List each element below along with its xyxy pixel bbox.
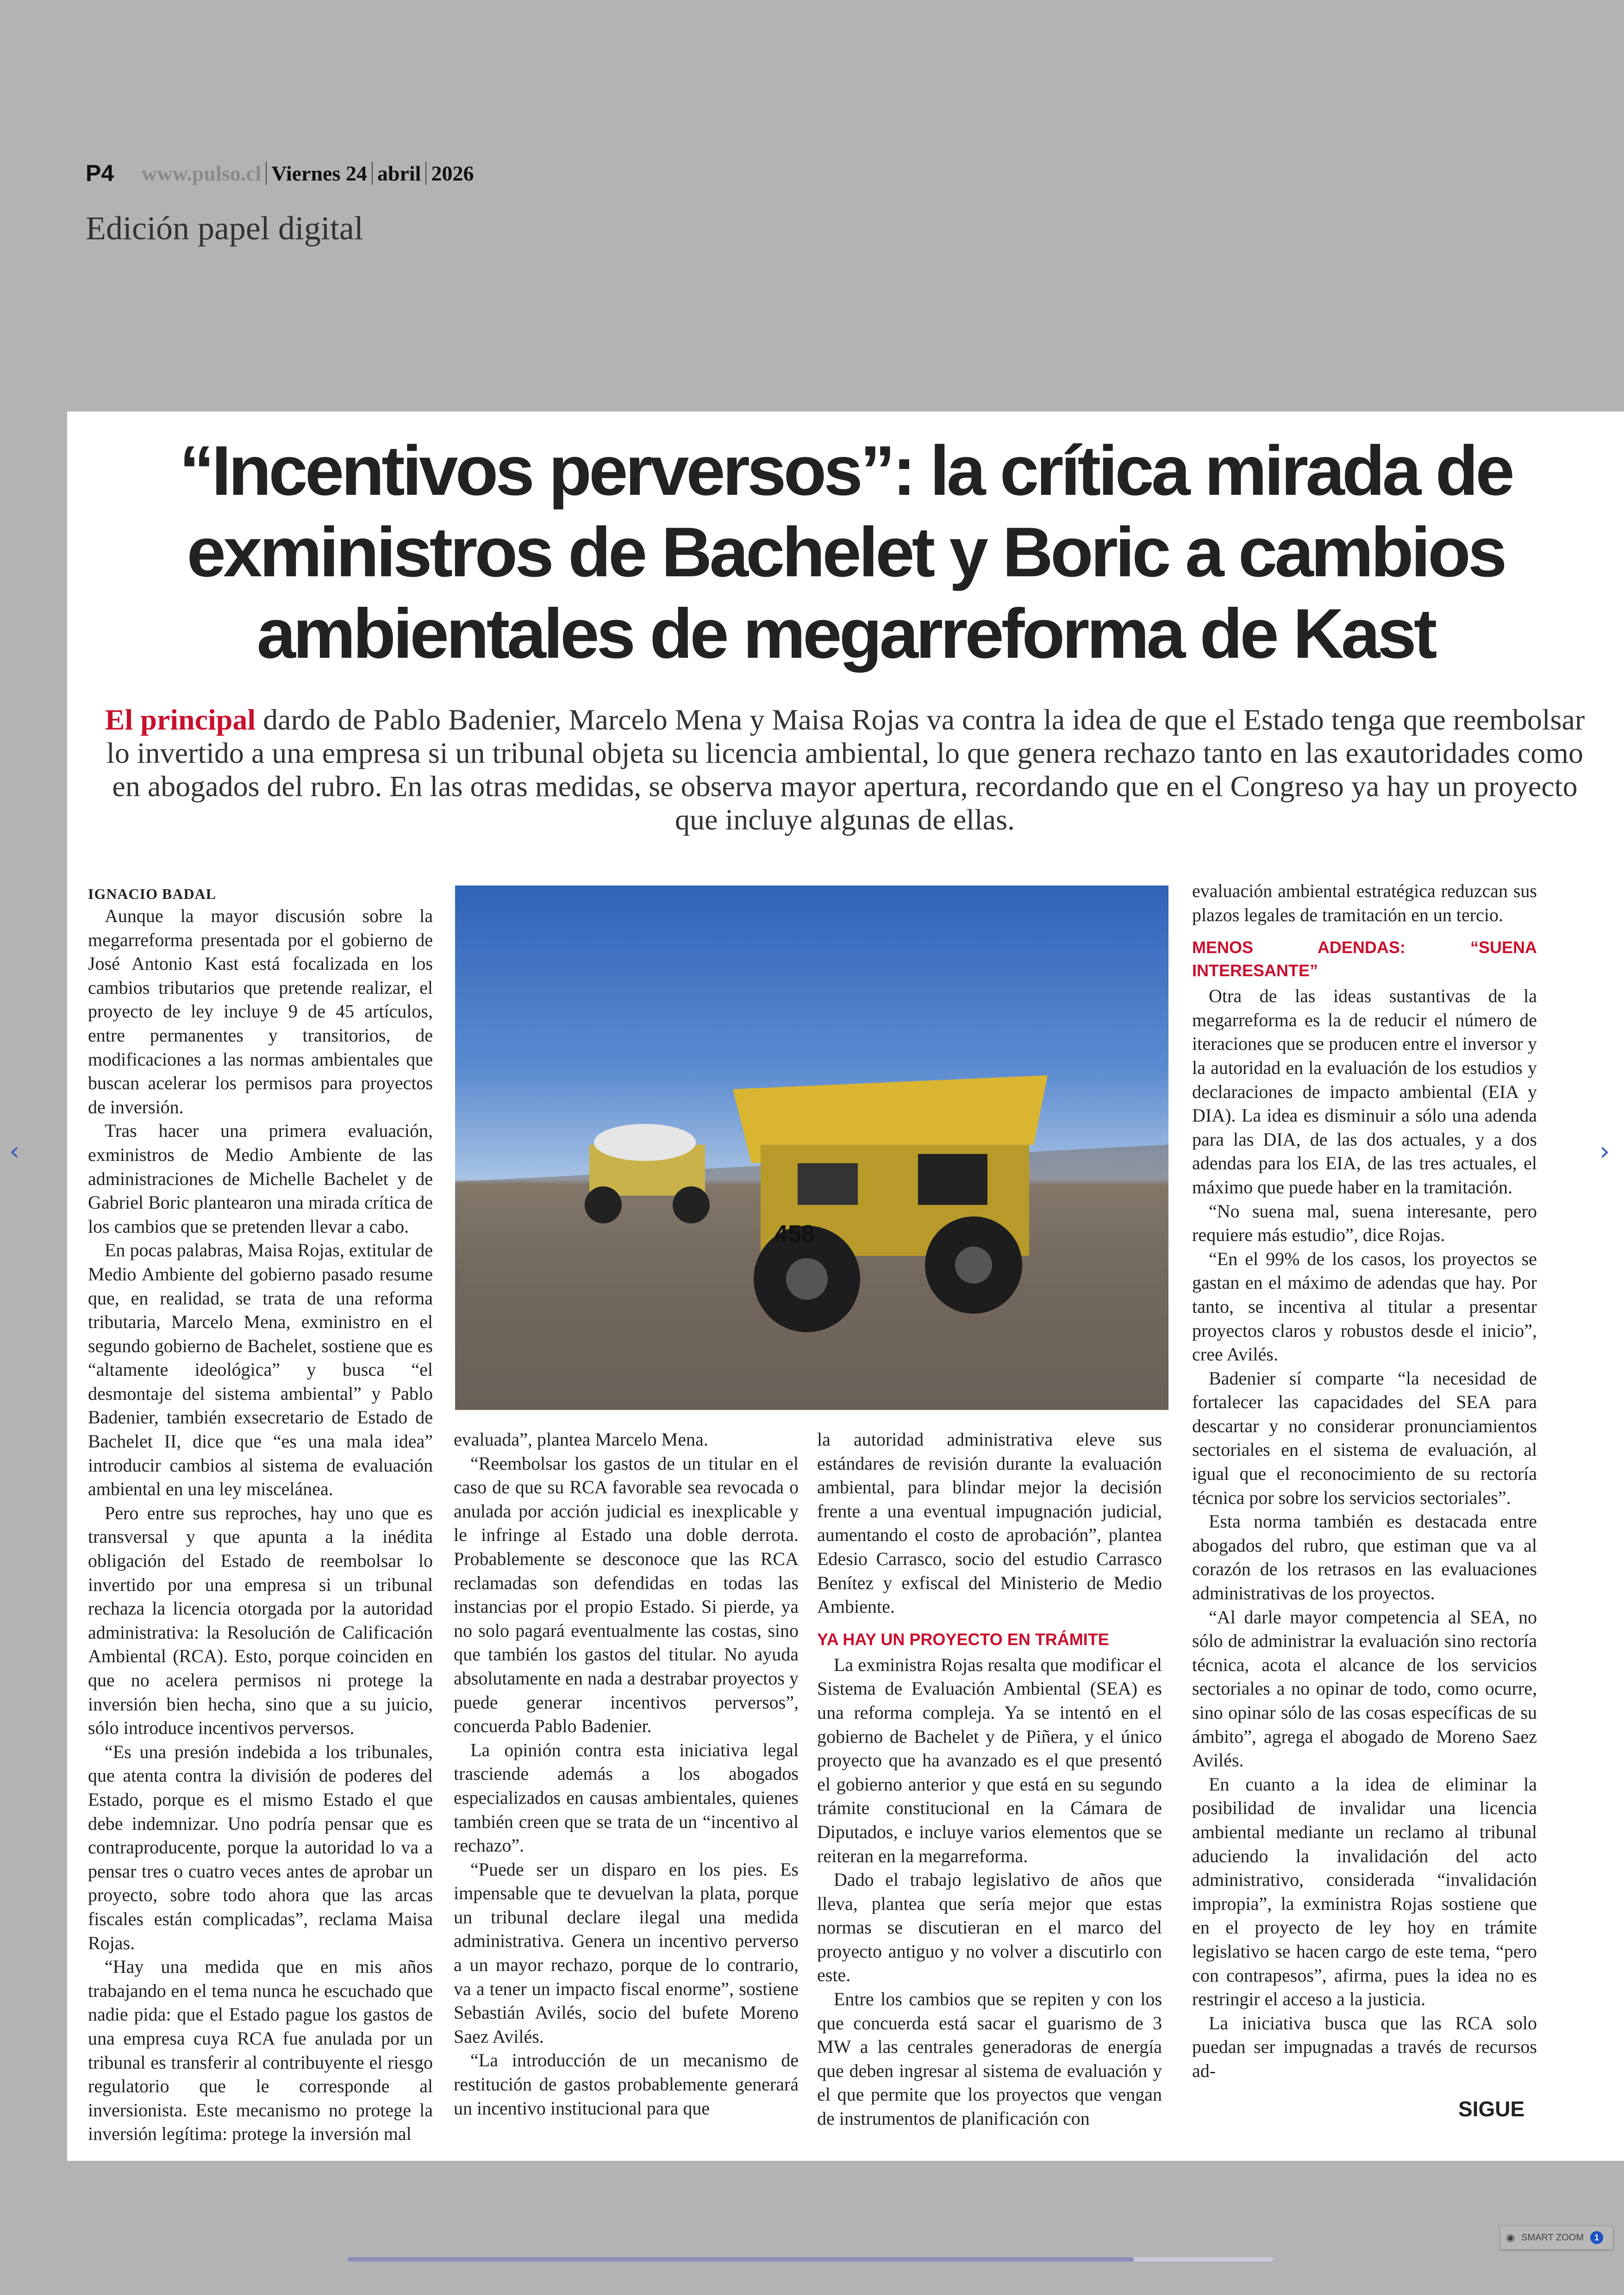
progress-fill [347,2257,1134,2262]
edition-label: Edición papel digital [86,210,363,247]
chevron-right-icon[interactable]: › [1599,1136,1610,1166]
page-header [86,160,474,187]
paragraph: “Puede ser un disparo en los pies. Es impensable que te devuelvan la plata, porque un tribunal declare ilegal una medida administrativa. Genera un incentivo perverso a un mayor rechazo, porque de lo contrario, va a tener un impacto fiscal enorme”, sostiene Sebastián Avilés, socio del bufete Moreno Saez Avilés. [454,1858,799,2047]
column-4 [1192,879,1537,2083]
paragraph: Esta norma también es destacada entre abogados del rubro, que estiman que va al corazón de los retrasos en las evaluaciones administrativas de los proyectos. [1192,1511,1537,1604]
paragraph: “Es una presión indebida a los tribunales, que atenta contra la división de poderes del Estado, porque es el mismo Estado el que debe indemnizar. Uno podría pensar que es contraproducente, porque la autoridad lo va a pensar tres o cuatro veces antes de aprobar un proyecto, sobre todo ahora que las arcas fiscales están complicadas”, reclama Maisa Rojas. [88,1741,433,1953]
mining-truck-photo [455,886,1168,1410]
photo-illustration [455,886,1168,1410]
paragraph: Badenier sí comparte “la necesidad de fortalecer las capacidades del SEA para descartar y no considerar pronunciamientos sectoriales en el sistema de evaluación, al igual que el reconocimiento de su rectoría técnica por sobre los servicios sectoriales”. [1192,1367,1537,1508]
paragraph: “Hay una medida que en mis años trabajando en el tema nunca he escuchado que nadie pida: que el Estado pague los gastos de una empresa cuya RCA fue anulada por un tribunal es transferir al contribuyente el riesgo regulatorio que le corresponde al inversionista. Este mecanismo no protege la inversión legítima: protege la inversión mal [88,1956,433,2145]
paragraph: Tras hacer una primera evaluación, exministros de Medio Ambiente de las administraciones de Michelle Bachelet y de Gabriel Boric plantearon una mirada crítica de los cambios que se pretenden llevar a cabo. [88,1120,433,1237]
date-year: 2026 [431,161,474,185]
paragraph: La opinión contra esta iniciativa legal trasciende además a los abogados especializados en causas ambientales, quienes también creen que se trata de un “incentivo al rechazo”. [454,1739,799,1856]
smart-zoom-count: 1 [1590,2231,1603,2244]
date-month: abril [377,161,421,185]
deck-lead: El principal [105,703,256,736]
paragraph: “Al darle mayor competencia al SEA, no sólo de administrar la evaluación sino rectoría técnica, acota el alcance de los servicios sectoriales a no opinar de todo, como ocurre, sino opinar sólo de las cosas específicas de su ámbito”, agrega el abogado de Moreno Saez Avilés. [1192,1606,1537,1771]
chevron-left-icon[interactable]: ‹ [9,1136,20,1166]
headline-line: exministros de Bachelet y Boric a cambios [187,513,1505,592]
paragraph: Otra de las ideas sustantivas de la megarreforma es la de reducir el número de iteraciones que se producen entre el inversor y la autoridad en la evaluación de los estudios y declaraciones de impacto ambiental (EIA y DIA). La idea es disminuir a sólo una adenda para las DIA, de las dos actuales, y a dos adendas para los EIA, de las tres actuales, el máximo que puede haber en la tramitación. [1192,985,1537,1197]
paragraph: “No suena mal, suena interesante, pero requiere más estudio”, dice Rojas. [1192,1200,1537,1246]
paragraph: evaluada”, plantea Marcelo Mena. [454,1429,708,1450]
paragraph: En pocas palabras, Maisa Rojas, extitular de Medio Ambiente del gobierno pasado resume que, en realidad, se trata de una reforma tributaria, Marcelo Mena, exministro en el segundo gobierno de Bachelet, sostiene que es “altamente ideológica” y busca “el desmontaje del sistema ambiental” y Pablo Badenier, también exsecretario de Estado de Bachelet II, dice que “es una mala idea” introducir cambios al sistema de evaluación ambiental en una ley miscelánea. [88,1240,433,1500]
eye-icon: ◉ [1506,2232,1515,2243]
column-2 [454,1428,799,2120]
truck-number: 458 [775,1221,815,1247]
smart-zoom-label: SMART ZOOM [1521,2232,1584,2243]
headline-line: “Incentivos perversos”: la crítica mirada de [179,431,1512,510]
page-progress-bar[interactable] [347,2257,1273,2262]
paragraph: la autoridad administrativa eleve sus estándares de revisión durante la evaluación ambiental, para blindar mejor la decisión frente a una eventual impugnación judicial, aumentando el costo de aprobación”, plantea Edesio Carrasco, socio del estudio Carrasco Benítez y exfiscal del Ministerio de Medio Ambiente. [817,1429,1162,1617]
page-number: P4 [86,160,114,186]
paragraph: evaluación ambiental estratégica reduzcan sus plazos legales de tramitación en un tercio. [1192,880,1537,925]
site-url: www.pulso.cl [142,161,262,185]
paragraph: “La introducción de un mecanismo de restitución de gastos probablemente generará un incentivo institucional para que [454,2050,799,2119]
article-deck [104,703,1586,836]
headline [67,430,1624,674]
paragraph: Entre los cambios que se repiten y con los que concuerda está sacar el guarismo de 3 MW a las centrales generadoras de energía que deben ingresar al sistema de evaluación y el que permite que los proyectos que vengan de instrumentos de planificación con [817,1989,1162,2129]
paragraph: Pero entre sus reproches, hay uno que es transversal y que apunta a la inédita obligación del Estado de reembolsar lo invertido por una empresa si un tribunal rechaza la licencia otorgada por la autoridad administrativa: la Resolución de Calificación Ambiental (RCA). Esto, porque coinciden en que no acelera permisos ni protege la inversión bien hecha, sino que a su juicio, sólo introduce incentivos perversos. [88,1502,433,1739]
paragraph: La iniciativa busca que las RCA solo puedan ser impugnadas a través de recursos ad- [1192,2012,1537,2081]
divider [266,162,267,185]
paragraph: En cuanto a la idea de eliminar la posibilidad de invalidar una licencia ambiental mediante un reclamo al tribunal aduciendo la invalidación del acto administrativo, considerada “invalidación impropia”, la exministra Rojas sostiene que en el proyecto de ley hoy en trámite legislativo se hacen cargo de este tema, “pero con contrapesos”, afirma, pues la idea no es restringir el acceso a la justicia. [1192,1773,1537,2010]
newspaper-page [67,412,1624,2161]
paragraph: “Reembolsar los gastos de un titular en el caso de que su RCA favorable sea revocada o anulada por acción judicial es inexplicable y le infringe al Estado una doble derrota. Probablemente se desconoce que las RCA reclamadas son defendidas en todas las instancias por el propio Estado. Si pierde, ya no solo pagará eventualmente las costas, sino que también los gastos del titular. No ayuda absolutamente en nada a destrabar proyectos y puede generar incentivos perversos”, concuerda Pablo Badenier. [454,1453,799,1737]
paragraph: Aunque la mayor discusión sobre la megarreforma presentada por el gobierno de José Antonio Kast está focalizada en los cambios tributarios que pretende realizar, el proyecto de ley incluye 9 de 45 artículos, entre permanentes y transitorios, de modificaciones a las normas ambientales que buscan acelerar los permisos para proyectos de inversión. [88,905,433,1117]
divider [425,162,426,185]
subheading: MENOS ADENDAS: “SUENA INTERESANTE” [1192,938,1537,980]
divider [372,162,373,185]
continues-label: SIGUE [1458,2097,1525,2121]
column-3 [817,1428,1162,2131]
date-day: Viernes 24 [271,161,367,185]
headline-line: ambientales de megarreforma de Kast [256,594,1435,673]
subheading: YA HAY UN PROYECTO EN TRÁMITE [817,1629,1109,1649]
deck-text: dardo de Pablo Badenier, Marcelo Mena y Maisa Rojas va contra la idea de que el Estado tenga que reembolsar lo invertido a una empresa si un tribunal objeta su licencia ambiental, lo que genera rechazo tanto en las exautoridades como en abogados del rubro. En las otras medidas, se observa mayor apertura, recordando que en el Congreso ya hay un proyecto que incluye algunas de ellas. [106,703,1585,836]
smart-zoom-button[interactable] [1500,2226,1613,2250]
paragraph: Dado el trabajo legislativo de años que lleva, plantea que sería mejor que estas normas se discutieran en el marco del proyecto antiguo y no volver a discutirlo con este. [817,1869,1162,1986]
paragraph: La exministra Rojas resalta que modificar el Sistema de Evaluación Ambiental (SEA) es una reforma compleja. Ya se intentó en el gobierno de Bachelet y de Piñera, y el único proyecto que ha avanzado es el que presentó el gobierno anterior y que está en su segundo trámite constitucional en la Cámara de Diputados, e incluye varios elementos que se reiteran en la megarreforma. [817,1654,1162,1866]
column-1 [88,884,433,2146]
paragraph: “En el 99% de los casos, los proyectos se gastan en el máximo de adendas que hay. Por tanto, se incentiva al titular a presentar proyectos claros y robustos desde el inicio”, cree Avilés. [1192,1248,1537,1365]
byline: IGNACIO BADAL [88,886,217,902]
